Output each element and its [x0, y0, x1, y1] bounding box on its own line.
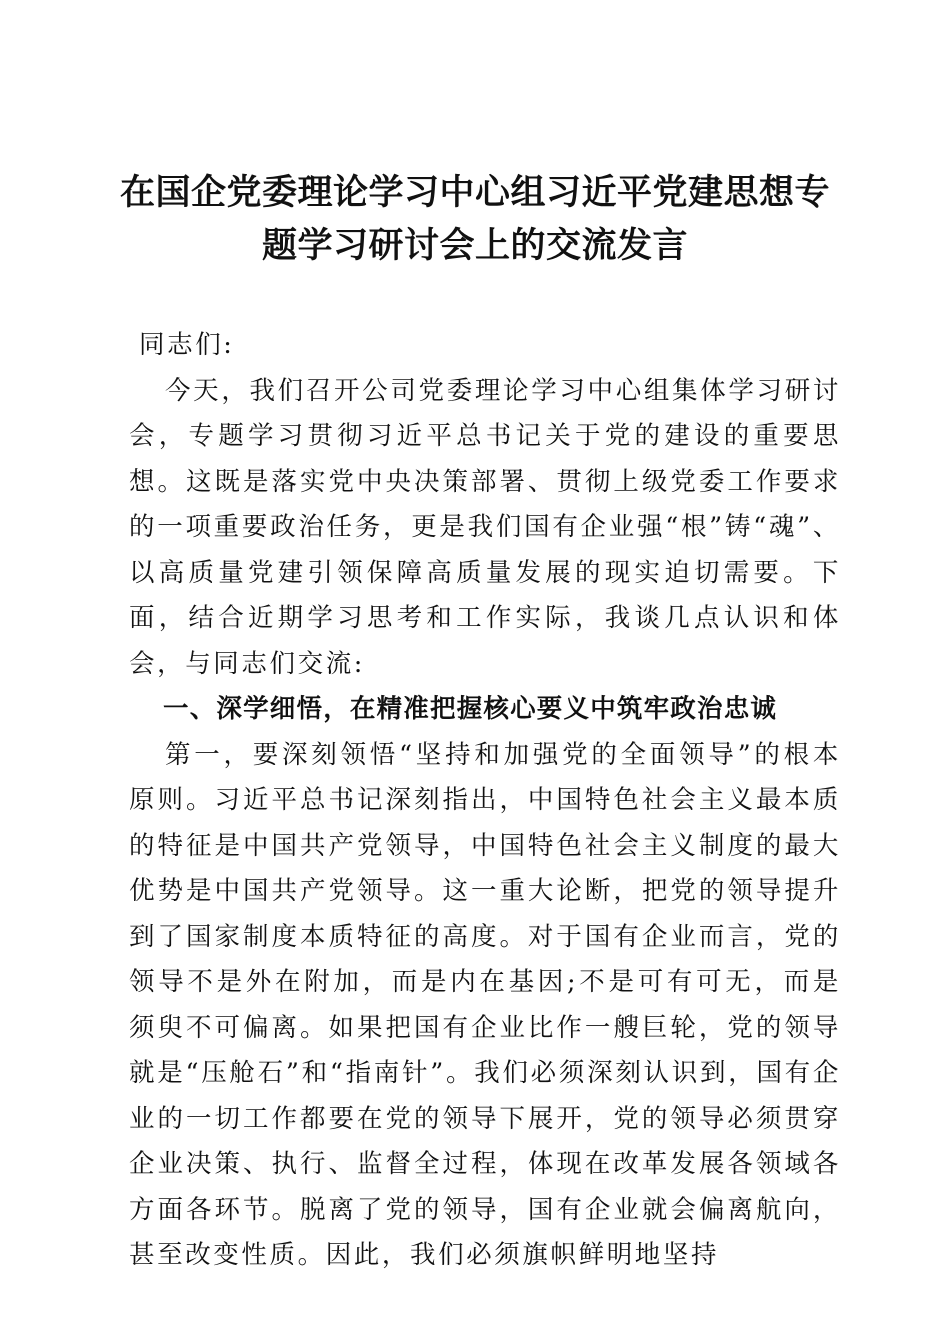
- document-body: [129, 323, 841, 1279]
- title-line-1: 在国企党委理论学习中心组习近平党建思想专: [119, 172, 830, 213]
- salutation: 同志们:: [139, 330, 235, 360]
- section-paragraph: 第一，要深刻领悟“坚持和加强党的全面领导”的根本原则。习近平总书记深刻指出，中国特色社会主义最本质的特征是中国共产党领导，中国特色社会主义制度的最大优势是中国共产党领导。这一重大论断，把党的领导提升到了国家制度本质特征的高度。对于国有企业而言，党的领导不是外在附加，而是内在基因;不是可有可无，而是须臾不可偏离。如果把国有企业比作一艘巨轮，党的领导就是“压舱石”和“指南针”。我们必须深刻认识到，国有企业的一切工作都要在党的领导下展开，党的领导必须贯穿企业决策、执行、监督全过程，体现在改革发展各领域各方面各环节。脱离了党的领导，国有企业就会偏离航向，甚至改变性质。因此，我们必须旗帜鲜明地坚持: [129, 739, 841, 1270]
- section-heading: 一、深学细悟，在精准把握核心要义中筑牢政治忠诚: [163, 694, 778, 724]
- document-title: [100, 166, 850, 272]
- intro-paragraph: 今天，我们召开公司党委理论学习中心组集体学习研讨会，专题学习贯彻习近平总书记关于党的建设的重要思想。这既是落实党中央决策部署、贯彻上级党委工作要求的一项重要政治任务，更是我们国有企业强“根”铸“魂”、以高质量党建引领保障高质量发展的现实迫切需要。下面，结合近期学习思考和工作实际，我谈几点认识和体会，与同志们交流:: [129, 375, 841, 679]
- title-line-2: 题学习研讨会上的交流发言: [261, 225, 688, 266]
